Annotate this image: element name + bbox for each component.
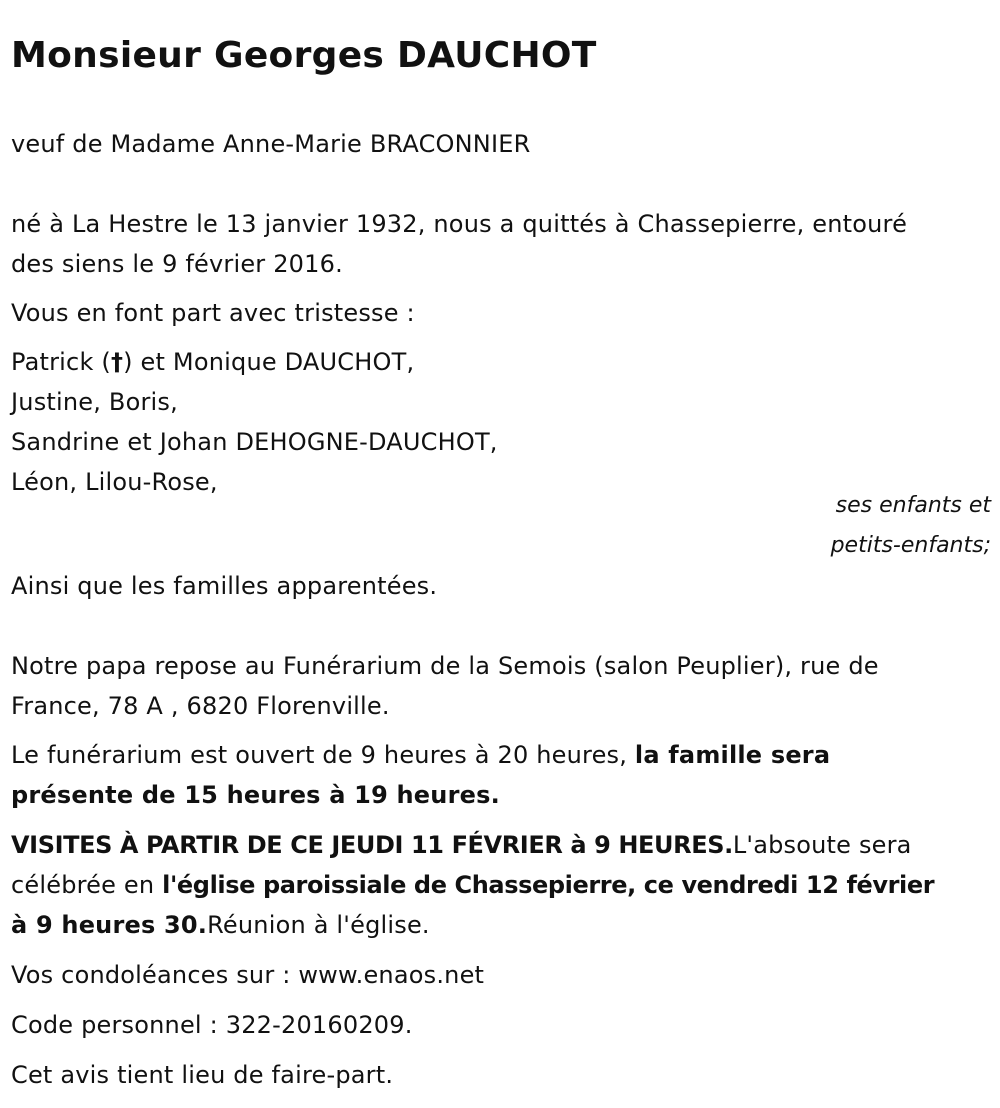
hours-bold-2: présente de 15 heures à 19 heures. [11,781,500,809]
widow-line: veuf de Madame Anne-Marie BRACONNIER [11,130,531,158]
hours-line-1 [11,735,830,775]
birth-line-1: né à La Hestre le 13 janvier 1932, nous a quittés à Chassepierre, entouré [11,210,908,238]
family-line-4: Léon, Lilou-Rose, [11,468,218,496]
birth-line-2: des siens le 9 février 2016. [11,250,343,278]
family-line-1 [11,342,414,382]
relation-line-1: ses enfants et [835,493,991,518]
visits-church: l'église paroissiale de Chassepierre, ce vendredi 12 février [162,871,935,899]
funerarium-line-2: France, 78 A , 6820 Florenville. [11,692,390,720]
family-patrick-suffix: ) et Monique DAUCHOT, [123,348,415,376]
family-patrick-prefix: Patrick ( [11,348,111,376]
family-line-2: Justine, Boris, [11,388,178,416]
relatives-line: Ainsi que les familles apparentées. [11,572,438,600]
family-line-3: Sandrine et Johan DEHOGNE-DAUCHOT, [11,428,498,456]
closing-line: Cet avis tient lieu de faire-part. [11,1061,394,1089]
condolences-line: Vos condoléances sur : www.enaos.net [11,961,485,989]
hours-line-2 [11,775,500,815]
visits-bold: VISITES À PARTIR DE CE JEUDI 11 FÉVRIER à 9 HEURES. [11,831,733,859]
hours-bold-1: la famille sera [634,741,831,769]
code-line: Code personnel : 322-20160209. [11,1011,413,1039]
announce-line: Vous en font part avec tristesse : [11,299,415,327]
page-title: Monsieur Georges DAUCHOT [11,35,597,76]
hours-normal: Le funérarium est ouvert de 9 heures à 20 heures, [11,741,635,769]
visits-line-1 [11,825,912,865]
visits-time: à 9 heures 30. [11,911,208,939]
visits-line-2 [11,865,934,905]
funerarium-line-1: Notre papa repose au Funérarium de la Semois (salon Peuplier), rue de [11,652,879,680]
visits-text-3: Réunion à l'église. [207,911,430,939]
relation-line-2: petits-enfants; [830,533,991,558]
visits-text-2: célébrée en [11,871,163,899]
visits-text-1: L'absoute sera [732,831,912,859]
cross-icon: † [110,348,124,376]
visits-line-3 [11,905,430,945]
